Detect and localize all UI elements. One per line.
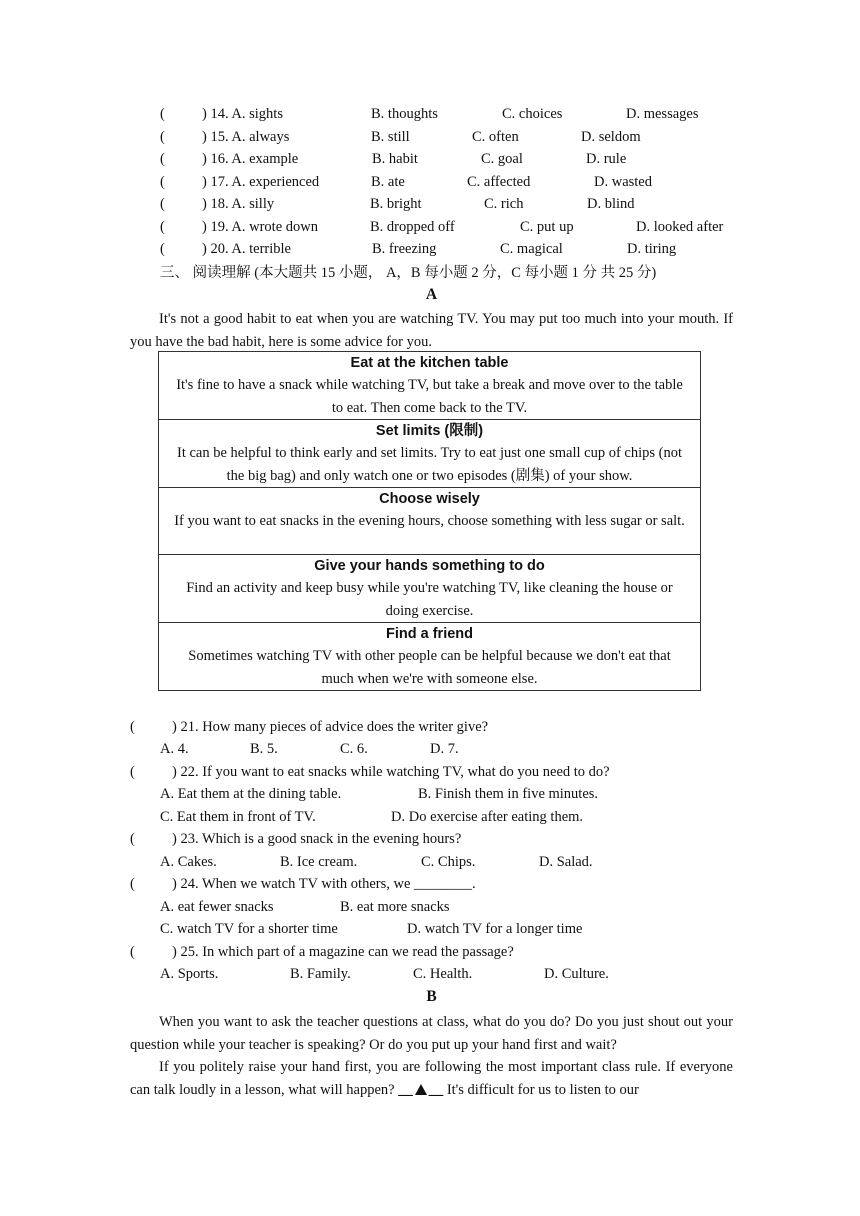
advice-body: It's fine to have a snack while watching TV, but take a break and move over to the table to eat. Then come back to the TV. — [176, 377, 683, 416]
cloze-option-d: D. messages — [626, 106, 699, 122]
passage-a-intro-text: It's not a good habit to eat when you are watching TV. You may put too much into your mouth. If you have the bad habit, here is some advice for you. — [130, 311, 733, 350]
advice-body: Find an activity and keep busy while you're watching TV, like cleaning the house or doing exercise. — [186, 580, 673, 619]
answer-blank[interactable] — [168, 174, 200, 194]
question-stem: ) 25. In which part of a magazine can we read the passage? — [172, 944, 514, 960]
cloze-option-d: D. tiring — [627, 241, 677, 257]
question-option: A. eat fewer snacks — [160, 899, 274, 915]
answer-blank[interactable] — [168, 106, 200, 126]
triangle-marker-icon — [415, 1084, 427, 1095]
advice-cell — [159, 488, 701, 555]
cloze-question-stem: ) 19. A. wrote down — [202, 219, 318, 235]
advice-body: It can be helpful to think early and set limits. Try to eat just one small cup of chips (not the big bag) and only watch one or two episodes (剧集) of your show. — [176, 445, 682, 484]
section-heading: 三、 阅读理解 (本大题共 15 小题， A，B 每小题 2 分，C 每小题 1 分 共 25 分) — [160, 265, 657, 281]
answer-paren-open: ( — [160, 219, 165, 235]
cloze-option-c: C. affected — [467, 174, 531, 190]
advice-body: Sometimes watching TV with other people can be helpful because we don't eat that much when we're with someone else. — [188, 648, 671, 687]
answer-paren-open: ( — [160, 151, 165, 167]
question-option: B. 5. — [250, 741, 278, 757]
question-option: C. Eat them in front of TV. — [160, 809, 316, 825]
cloze-question-stem: ) 20. A. terrible — [202, 241, 291, 257]
cloze-option-c: C. rich — [484, 196, 524, 212]
answer-paren-open: ( — [160, 196, 165, 212]
question-option: D. 7. — [430, 741, 459, 757]
advice-title: Find a friend — [386, 626, 473, 642]
answer-paren-open: ( — [160, 106, 165, 122]
advice-title: Set limits (限制) — [375, 423, 484, 439]
answer-paren-open: ( — [160, 174, 165, 190]
cloze-option-b: B. bright — [370, 196, 422, 212]
cloze-question-stem: ) 14. A. sights — [202, 106, 283, 122]
cloze-option-b: B. freezing — [372, 241, 437, 257]
question-option: A. Sports. — [160, 966, 219, 982]
question-option: C. 6. — [340, 741, 368, 757]
cloze-option-c: C. magical — [500, 241, 563, 257]
question-option: D. Salad. — [539, 854, 593, 870]
cloze-option-c: C. choices — [502, 106, 563, 122]
answer-blank[interactable] — [138, 764, 170, 784]
cloze-question-stem: ) 17. A. experienced — [202, 174, 320, 190]
passage-a-intro — [130, 308, 733, 353]
answer-blank[interactable] — [168, 219, 200, 239]
question-stem: ) 23. Which is a good snack in the evening hours? — [172, 831, 462, 847]
cloze-option-b: B. habit — [372, 151, 418, 167]
question-option: B. Ice cream. — [280, 854, 358, 870]
advice-body: If you want to eat snacks in the evening hours, choose something with less sugar or salt. — [174, 513, 685, 529]
question-option: C. watch TV for a shorter time — [160, 921, 338, 937]
answer-blank[interactable] — [168, 151, 200, 171]
answer-blank[interactable] — [168, 196, 200, 216]
cloze-option-b: B. still — [371, 129, 410, 145]
answer-paren-open: ( — [130, 876, 135, 892]
cloze-question-stem: ) 16. A. example — [202, 151, 299, 167]
answer-blank[interactable] — [168, 129, 200, 149]
cloze-option-d: D. wasted — [594, 174, 652, 190]
answer-paren-open: ( — [130, 831, 135, 847]
answer-blank[interactable] — [168, 241, 200, 261]
passage-b-label: B — [426, 988, 437, 1005]
cloze-question-stem: ) 15. A. always — [202, 129, 290, 145]
answer-blank[interactable] — [138, 876, 170, 896]
cloze-option-b: B. dropped off — [370, 219, 455, 235]
answer-paren-open: ( — [130, 944, 135, 960]
cloze-option-d: D. looked after — [636, 219, 724, 235]
cloze-option-d: D. rule — [586, 151, 627, 167]
question-option: B. Family. — [290, 966, 351, 982]
question-option: A. Eat them at the dining table. — [160, 786, 342, 802]
advice-cell — [159, 420, 701, 488]
cloze-question-stem: ) 18. A. silly — [202, 196, 275, 212]
answer-paren-open: ( — [130, 764, 135, 780]
question-option: B. eat more snacks — [340, 899, 450, 915]
cloze-option-c: C. put up — [520, 219, 574, 235]
question-option: A. 4. — [160, 741, 189, 757]
passage-b-paragraph-1 — [130, 1011, 733, 1056]
cloze-option-c: C. often — [472, 129, 519, 145]
cloze-option-d: D. blind — [587, 196, 635, 212]
answer-blank[interactable] — [138, 719, 170, 739]
advice-cell — [159, 555, 701, 623]
question-stem: ) 22. If you want to eat snacks while watching TV, what do you need to do? — [172, 764, 610, 780]
question-option: D. Culture. — [544, 966, 609, 982]
advice-title: Give your hands something to do — [314, 558, 545, 574]
passage-b-p1-text: When you want to ask the teacher questions at class, what do you do? Do you just shout out your question while your teacher is speaking? Or do you put up your hand first and wait? — [130, 1014, 733, 1053]
question-option: C. Health. — [413, 966, 473, 982]
advice-table — [158, 351, 701, 691]
passage-b-p2-end: It's difficult for us to listen to our — [443, 1081, 639, 1098]
answer-paren-open: ( — [130, 719, 135, 735]
answer-paren-open: ( — [160, 241, 165, 257]
advice-title: Eat at the kitchen table — [350, 355, 509, 371]
question-option: B. Finish them in five minutes. — [418, 786, 599, 802]
question-stem: ) 24. When we watch TV with others, we ________. — [172, 876, 476, 892]
cloze-option-b: B. thoughts — [371, 106, 438, 122]
question-stem: ) 21. How many pieces of advice does the writer give? — [172, 719, 489, 735]
question-option: D. watch TV for a longer time — [407, 921, 583, 937]
cloze-option-c: C. goal — [481, 151, 523, 167]
passage-b-paragraph-2 — [130, 1056, 733, 1101]
answer-paren-open: ( — [160, 129, 165, 145]
answer-blank[interactable]: __ __ — [398, 1081, 444, 1098]
cloze-option-d: D. seldom — [581, 129, 641, 145]
question-option: D. Do exercise after eating them. — [391, 809, 584, 825]
passage-a-label: A — [425, 286, 438, 303]
advice-cell — [159, 623, 701, 691]
cloze-option-b: B. ate — [371, 174, 405, 190]
question-option: C. Chips. — [421, 854, 476, 870]
passage-b-p2-text: If you politely raise your hand first, you are following the most important class rule. If everyone can talk loudly in a lesson, what will happen? — [130, 1059, 733, 1098]
answer-blank[interactable] — [138, 831, 170, 851]
advice-cell — [159, 352, 701, 420]
question-option: A. Cakes. — [160, 854, 217, 870]
advice-title: Choose wisely — [379, 491, 480, 507]
answer-blank[interactable] — [138, 944, 170, 964]
